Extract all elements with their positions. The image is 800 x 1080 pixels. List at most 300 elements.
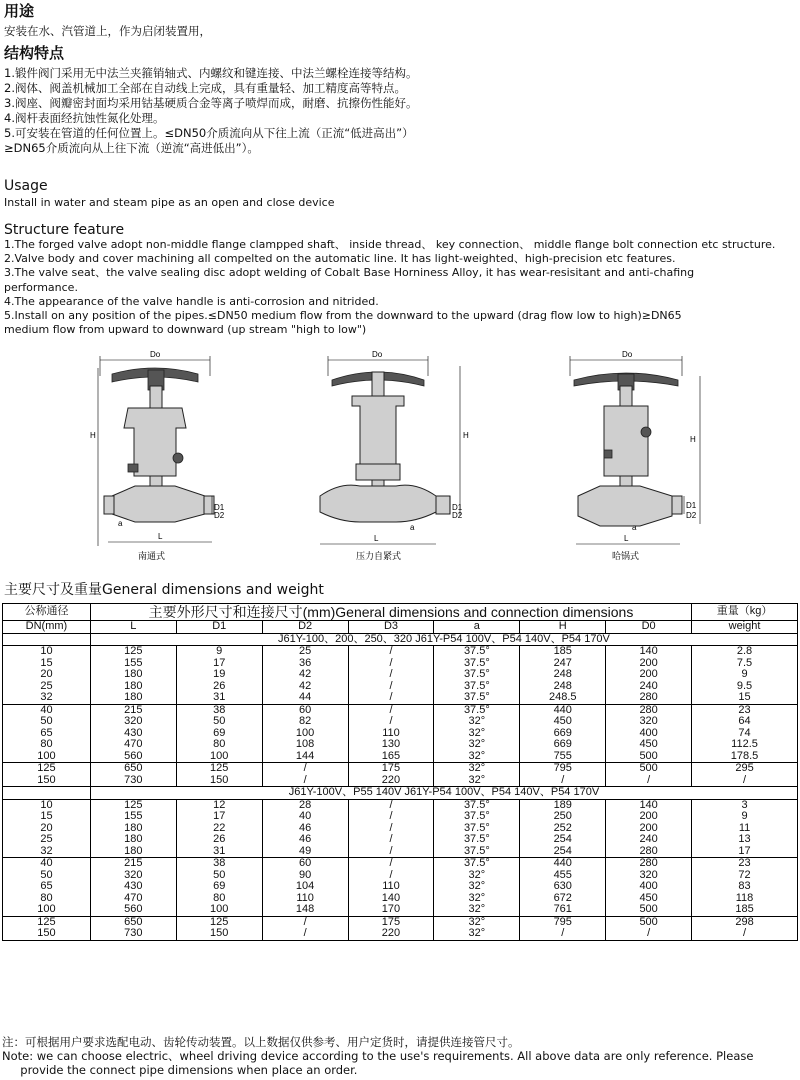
table-cell: 32° [434,893,520,905]
table-cell: 100 [176,751,262,763]
fig1-d2-label: D2 [214,511,225,520]
fig1-l-label: L [158,532,163,541]
dimensions-table [2,603,798,941]
table-cell: 50 [176,870,262,882]
fig2-d1-label: D1 [452,503,463,512]
table-cell: 180 [90,846,176,858]
table-cell: 10 [3,799,91,811]
fig3-caption: 哈锅式 [612,552,640,562]
table-cell: 240 [606,834,692,846]
group-label: J61Y-100V、P55 140V J61Y-P54 100V、P54 140V、P54 170V [90,787,797,800]
fig3-a-label: a [632,523,637,532]
structure-en-item: 2.Valve body and cover machining all compelted on the automatic line. It has light-weighted、high-precision etc features. [4,252,676,266]
table-cell: 730 [90,928,176,940]
table-cell: 118 [692,893,798,905]
table-cell: 46 [262,834,348,846]
table-cell: 165 [348,751,434,763]
table-cell: 180 [90,681,176,693]
group-row [3,633,798,646]
table-cell: 40 [3,704,91,716]
table-cell: 400 [606,728,692,740]
fig1-do-label: Do [150,350,161,359]
table-row [3,669,798,681]
header-dn-cn: 公称通径 [3,604,91,621]
group-label: J61Y-100、200、250、320 J61Y-P54 100V、P54 140V、P54 170V [90,633,797,646]
table-cell: 23 [692,858,798,870]
table-row [3,846,798,858]
fig1-d1-label: D1 [214,503,225,512]
table-cell: 185 [520,646,606,658]
table-cell: 672 [520,893,606,905]
table-cell: 32° [434,870,520,882]
table-cell: 32 [3,692,91,704]
group-spacer [3,633,91,646]
table-cell: 23 [692,704,798,716]
table-cell: / [692,775,798,787]
table-cell: 430 [90,881,176,893]
table-cell: / [606,928,692,940]
table-cell: / [348,704,434,716]
table-cell: 500 [606,916,692,928]
fig1-caption: 南通式 [138,552,166,562]
usage-cn-title: 用途 [4,2,35,20]
table-cell: 25 [3,834,91,846]
table-row [3,893,798,905]
table-cell: 37.5° [434,692,520,704]
table-cell: 430 [90,728,176,740]
table-cell: 295 [692,763,798,775]
table-cell: / [348,716,434,728]
table-row [3,763,798,775]
table-cell: 17 [176,658,262,670]
table-cell: 37.5° [434,858,520,870]
table-cell: 2.8 [692,646,798,658]
table-cell: 60 [262,704,348,716]
table-cell: / [348,646,434,658]
usage-en-title: Usage [4,178,48,194]
table-cell: 12 [176,799,262,811]
table-cell: 32° [434,916,520,928]
table-cell: 320 [606,716,692,728]
table-cell: 26 [176,834,262,846]
header-col-a: a [434,621,520,634]
table-cell: 280 [606,858,692,870]
structure-en-item: 3.The valve seat、the valve sealing disc adopt welding of Cobalt Base Horniness Alloy, it has wear-resisitant and anti-chafing [4,266,695,280]
table-cell: 20 [3,823,91,835]
table-cell: / [348,669,434,681]
table-row [3,681,798,693]
table-row [3,739,798,751]
table-cell: 730 [90,775,176,787]
structure-en-item: 1.The forged valve adopt non-middle flange clampped shaft、 inside thread、 key connection、 middle flange bolt connection etc structure. [4,238,776,251]
table-cell: 180 [90,834,176,846]
structure-en-item: performance. [4,280,78,294]
table-cell: / [262,928,348,940]
table-cell: 215 [90,858,176,870]
table-cell: 32° [434,763,520,775]
table-cell: 37.5° [434,681,520,693]
table-cell: 440 [520,704,606,716]
group-row [3,787,798,800]
table-cell: 37.5° [434,846,520,858]
table-cell: 180 [90,669,176,681]
table-cell: 185 [692,904,798,916]
table-cell: 200 [606,823,692,835]
header-main: 主要外形尺寸和连接尺寸(mm)General dimensions and connection dimensions [90,604,691,621]
header-col-d3: D3 [348,621,434,634]
table-cell: 200 [606,669,692,681]
table-cell: 100 [262,728,348,740]
table-row [3,823,798,835]
table-cell: 298 [692,916,798,928]
table-row [3,646,798,658]
header-col-d1: D1 [176,621,262,634]
table-row [3,692,798,704]
usage-cn-text: 安装在水、汽管道上，作为启闭装置用， [4,24,211,38]
table-cell: 125 [3,916,91,928]
table-row [3,658,798,670]
table-cell: 761 [520,904,606,916]
table-cell: 669 [520,739,606,751]
table-cell: 17 [692,846,798,858]
table-cell: 83 [692,881,798,893]
table-cell: 140 [606,646,692,658]
table-cell: 250 [520,811,606,823]
table-cell: 470 [90,739,176,751]
table-cell: 125 [90,799,176,811]
table-cell: 755 [520,751,606,763]
table-row [3,881,798,893]
table-cell: 50 [3,870,91,882]
structure-en-item: 4.The appearance of the valve handle is anti-corrosion and nitrided. [4,294,379,308]
table-cell: 175 [348,916,434,928]
fig2-d2-label: D2 [452,511,463,520]
table-cell: 80 [176,739,262,751]
structure-cn-item: 1.锻件阀门采用无中法兰夹箍销轴式、内螺纹和键连接、中法兰螺栓连接等结构。 [4,66,418,80]
structure-en-title: Structure feature [4,222,125,238]
table-cell: 178.5 [692,751,798,763]
table-cell: 104 [262,881,348,893]
table-cell: 280 [606,846,692,858]
table-row [3,928,798,940]
structure-cn-item: 2.阀体、阀盖机械加工全部在自动线上完成，具有重量轻、加工精度高等特点。 [4,81,406,95]
table-cell: 110 [262,893,348,905]
fig2-h-label: H [463,431,469,440]
table-cell: 46 [262,823,348,835]
structure-en-item: medium flow from upward to downward (up stream "high to low") [4,323,367,337]
table-cell: 31 [176,846,262,858]
table-cell: 37.5° [434,799,520,811]
table-cell: 155 [90,811,176,823]
header-col-d2: D2 [262,621,348,634]
table-cell: 795 [520,763,606,775]
table-row [3,704,798,716]
table-cell: 65 [3,881,91,893]
table-cell: 560 [90,904,176,916]
table-cell: 320 [90,870,176,882]
structure-en-item: 5.Install on any position of the pipes.≤DN50 medium flow from the downward to the upward (drag flow low to high)≥DN65 [4,309,682,323]
table-cell: 500 [606,904,692,916]
table-cell: 280 [606,704,692,716]
table-cell: 125 [3,763,91,775]
fig3-l-label: L [624,534,629,543]
table-cell: 72 [692,870,798,882]
table-cell: 13 [692,834,798,846]
table-cell: / [348,870,434,882]
table-cell: 150 [3,775,91,787]
table-cell: 140 [348,893,434,905]
table-cell: 90 [262,870,348,882]
table-cell: 254 [520,846,606,858]
table-cell: 74 [692,728,798,740]
table-cell: 32 [3,846,91,858]
table-cell: 450 [606,893,692,905]
table-cell: 25 [3,681,91,693]
table-cell: 60 [262,858,348,870]
table-body [3,633,798,940]
table-cell: 320 [90,716,176,728]
table-cell: 100 [176,904,262,916]
table-cell: 144 [262,751,348,763]
table-cell: 37.5° [434,646,520,658]
table-cell: / [348,658,434,670]
table-cell: 125 [90,646,176,658]
table-cell: 38 [176,704,262,716]
table-cell: 220 [348,775,434,787]
table-cell: / [348,858,434,870]
table-cell: 9 [176,646,262,658]
table-cell: 37.5° [434,704,520,716]
fig2-l-label: L [374,534,379,543]
table-cell: 650 [90,763,176,775]
table-cell: 32° [434,904,520,916]
note [2,1035,753,1077]
table-cell: 112.5 [692,739,798,751]
header-weight-en: weight [692,621,798,634]
table-cell: 9 [692,811,798,823]
table-cell: 37.5° [434,834,520,846]
note-en-line2: provide the connect pipe dimensions when place an order. [2,1063,358,1077]
header-col-l: L [90,621,176,634]
table-cell: 240 [606,681,692,693]
table-cell: 15 [3,811,91,823]
table-cell: 37.5° [434,669,520,681]
table-cell: 150 [176,928,262,940]
table-cell: 50 [176,716,262,728]
header-col-d0: D0 [606,621,692,634]
header-dn-en: DN(mm) [3,621,91,634]
table-cell: 37.5° [434,823,520,835]
table-cell: / [692,928,798,940]
dimensions-title: 主要尺寸及重量General dimensions and weight [4,582,324,598]
table-row [3,716,798,728]
table-cell: 110 [348,728,434,740]
table-cell: 40 [3,858,91,870]
valve-figure-3 [570,350,700,562]
table-cell: 108 [262,739,348,751]
table-cell: 170 [348,904,434,916]
table-cell: / [520,928,606,940]
structure-cn-item: 3.阀座、阀瓣密封面均采用钴基硬质合金等离子喷焊而成，耐磨、抗擦伤性能好。 [4,96,418,110]
table-cell: 28 [262,799,348,811]
table-cell: 155 [90,658,176,670]
table-cell: 32° [434,716,520,728]
header-weight-cn: 重量（kg） [692,604,798,621]
table-cell: 17 [176,811,262,823]
fig3-do-label: Do [622,350,633,359]
table-cell: / [348,692,434,704]
table-cell: / [348,823,434,835]
table-cell: 450 [520,716,606,728]
table-cell: / [262,775,348,787]
table-cell: 32° [434,928,520,940]
table-cell: / [606,775,692,787]
table-cell: 25 [262,646,348,658]
table-cell: 15 [3,658,91,670]
usage-en-text: Install in water and steam pipe as an open and close device [4,196,335,209]
table-row [3,728,798,740]
table-cell: 9 [692,669,798,681]
table-row [3,916,798,928]
table-cell: 795 [520,916,606,928]
table-cell: 252 [520,823,606,835]
table-cell: 440 [520,858,606,870]
table-cell: 80 [3,739,91,751]
table-cell: 42 [262,669,348,681]
table-cell: 50 [3,716,91,728]
table-cell: 150 [176,775,262,787]
table-cell: 220 [348,928,434,940]
table-cell: 64 [692,716,798,728]
table-cell: 630 [520,881,606,893]
table-cell: 20 [3,669,91,681]
table-cell: 65 [3,728,91,740]
table-cell: 560 [90,751,176,763]
structure-cn-item: 5.可安装在管道的任何位置上。≤DN50介质流向从下往上流（正流“低进高出”） [4,126,414,140]
table-cell: 180 [90,692,176,704]
table-cell: / [262,763,348,775]
table-cell: 248 [520,669,606,681]
table-cell: 215 [90,704,176,716]
table-row [3,799,798,811]
table-row [3,870,798,882]
table-cell: 650 [90,916,176,928]
group-spacer [3,787,91,800]
table-cell: 248 [520,681,606,693]
table-row [3,904,798,916]
table-cell: / [262,916,348,928]
table-cell: / [348,834,434,846]
table-cell: 37.5° [434,811,520,823]
fig1-a-label: a [118,519,123,528]
table-cell: 400 [606,881,692,893]
fig1-h-label: H [90,431,96,440]
table-cell: / [348,799,434,811]
valve-figure-1 [90,350,225,562]
table-cell: 49 [262,846,348,858]
table-cell: 32° [434,775,520,787]
table-cell: 100 [3,751,91,763]
note-cn: 注：可根据用户要求选配电动、齿轮传动装置。以上数据仅供参考、用户定货时，请提供连接管尺寸。 [2,1035,520,1049]
table-cell: 248.5 [520,692,606,704]
table-cell: 247 [520,658,606,670]
table-cell: 254 [520,834,606,846]
table-cell: 32° [434,881,520,893]
table-cell: 500 [606,751,692,763]
table-cell: 22 [176,823,262,835]
table-row [3,751,798,763]
table-cell: 150 [3,928,91,940]
table-cell: 175 [348,763,434,775]
table-cell: 32° [434,739,520,751]
table-cell: 180 [90,823,176,835]
table-cell: 189 [520,799,606,811]
table-cell: / [348,681,434,693]
table-cell: 37.5° [434,658,520,670]
table-cell: 32° [434,751,520,763]
table-cell: 80 [176,893,262,905]
table-cell: 125 [176,916,262,928]
table-cell: 69 [176,728,262,740]
table-cell: 10 [3,646,91,658]
table-cell: 125 [176,763,262,775]
table-row [3,834,798,846]
table-cell: 44 [262,692,348,704]
table-cell: 320 [606,870,692,882]
table-cell: / [348,846,434,858]
table-cell: 455 [520,870,606,882]
table-cell: 80 [3,893,91,905]
fig2-do-label: Do [372,350,383,359]
fig2-caption: 压力自紧式 [356,552,402,562]
structure-cn-title: 结构特点 [4,44,65,62]
table-cell: / [348,811,434,823]
table-cell: 140 [606,799,692,811]
table-cell: 3 [692,799,798,811]
table-cell: 669 [520,728,606,740]
table-cell: 7.5 [692,658,798,670]
valve-drawings [0,346,800,572]
table-cell: 32° [434,728,520,740]
structure-en-list [4,238,796,337]
table-cell: 280 [606,692,692,704]
table-cell: 110 [348,881,434,893]
table-cell: 19 [176,669,262,681]
fig3-d2-label: D2 [686,511,697,520]
table-cell: 148 [262,904,348,916]
table-cell: 31 [176,692,262,704]
table-cell: 470 [90,893,176,905]
table-cell: 200 [606,811,692,823]
table-cell: 40 [262,811,348,823]
table-cell: 200 [606,658,692,670]
structure-cn-item: ≥DN65介质流向从上往下流（逆流“高进低出”）。 [4,141,259,155]
table-cell: 82 [262,716,348,728]
table-row [3,858,798,870]
fig3-h-label: H [690,435,696,444]
structure-cn-item: 4.阀杆表面经抗蚀性氮化处理。 [4,111,165,125]
fig3-d1-label: D1 [686,501,697,510]
table-cell: 100 [3,904,91,916]
fig2-a-label: a [410,523,415,532]
table-cell: 9.5 [692,681,798,693]
note-en-line1: Note: we can choose electric、wheel driving device according to the use's requirements. All above data are only reference. Please [2,1049,754,1063]
table-cell: 15 [692,692,798,704]
header-col-h: H [520,621,606,634]
table-cell: 11 [692,823,798,835]
table-cell: / [520,775,606,787]
table-cell: 130 [348,739,434,751]
